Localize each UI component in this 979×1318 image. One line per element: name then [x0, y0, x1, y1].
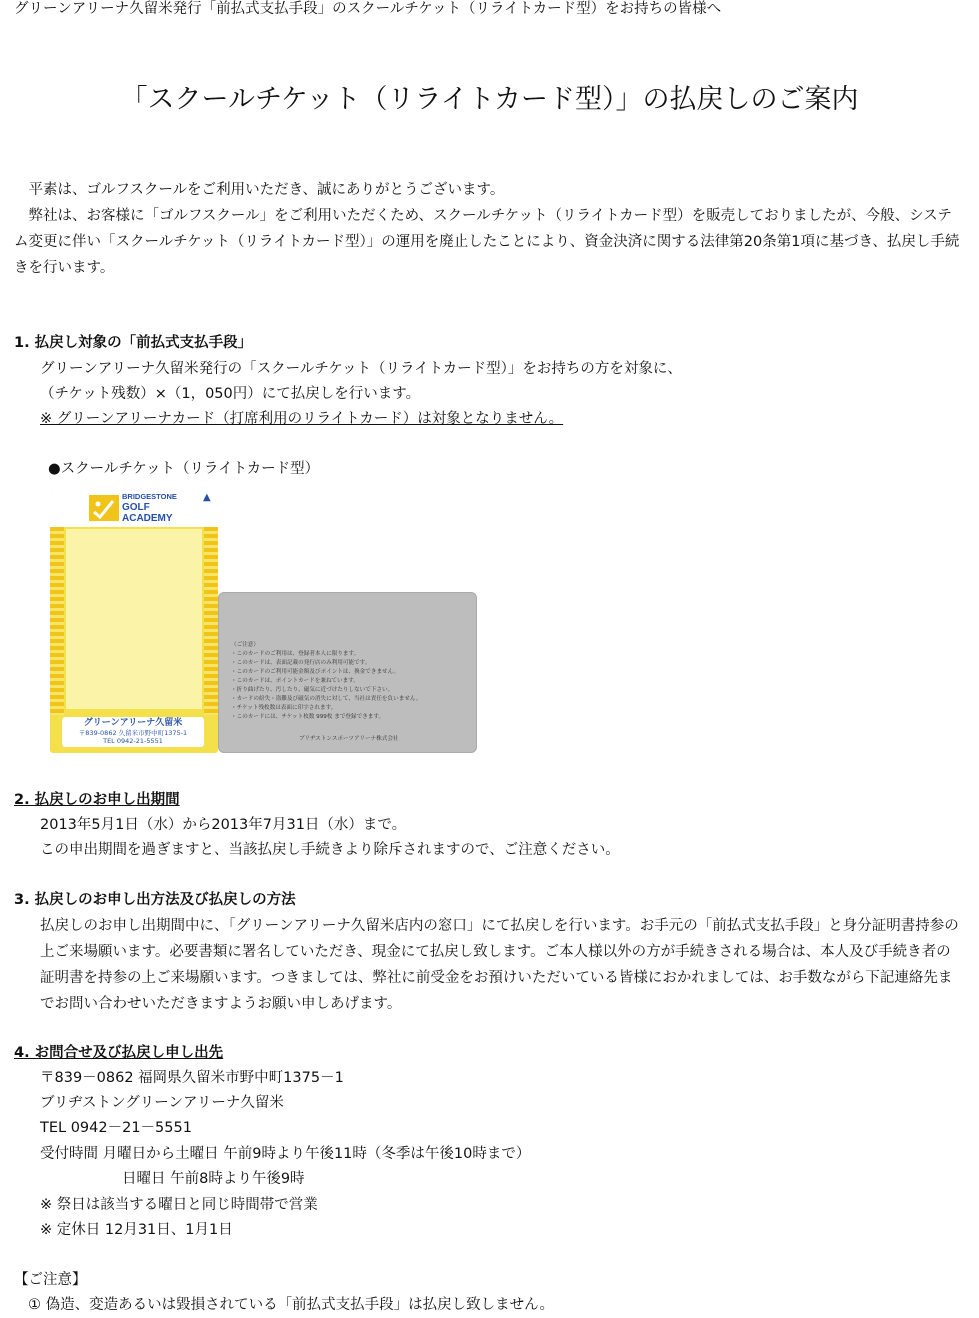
contact-note-holiday: ※ 祭日は該当する曜日と同じ時間帯で営業 [40, 1197, 318, 1213]
brand-logo-text [122, 491, 212, 524]
section2-line-1: 2013年5月1日（水）から2013年7月31日（水）まで。 [40, 817, 407, 833]
section2-heading: 2. 払戻しのお申し出期間 [14, 792, 180, 808]
card-caption: ●スクールチケット（リライトカード型） [48, 461, 320, 477]
intro-line-1: 平素は、ゴルフスクールをご利用いただき、誠にありがとうございます。 [14, 182, 505, 198]
caution-item-1: ① 偽造、変造あるいは毀損されている「前払式支払手段」は払戻し致しません。 [28, 1297, 554, 1313]
contact-address: 〒839－0862 福岡県久留米市野中町1375－1 [40, 1070, 344, 1086]
school-ticket-card-front [50, 489, 218, 753]
contact-name: ブリヂストングリーンアリーナ久留米 [40, 1095, 284, 1111]
card-back-heading: （ご注意） [231, 642, 259, 648]
card-back-note: ・このカードには、チケット枚数 999枚 まで登録できます。 [231, 714, 385, 720]
header-line: グリーンアリーナ久留米発行「前払式支払手段」のスクールチケット（リライトカード型）をお持ちの皆様へ [14, 1, 722, 17]
contact-tel: TEL 0942－21－5551 [40, 1120, 192, 1136]
section3-body: 払戻しのお申し出期間中に、「グリーンアリーナ久留米店内の窓口」にて払戻しを行います。お手元の「前払式支払手段」と身分証明書持参の上ご来場願います。必要書類に署名していただき、現金にて払戻し致します。ご本人様以外の方が手続きされる場合は、本人及び手続き者の証明書を持参の上ご来場願います。つきましては、弊社に前受金をお預けいただいている皆様におかれましては、お手数ながら下記連絡先までお問い合わせいただきますようお願い申しあげます。 [40, 918, 959, 1012]
card-stripe-left [50, 527, 64, 715]
card-back-note: ・カードの紛失・盗難及び磁気の消失に対して、当社は責任を負いません。 [231, 696, 422, 702]
contact-hours-weekday: 受付時間 月曜日から土曜日 午前9時より午後11時（冬季は午後10時まで） [40, 1146, 531, 1162]
card-back-note: ・このカードのご利用可能金額及びポイントは、換金できません。 [231, 669, 400, 675]
card-back-note: ・このカードは、表面記載の発行店のみ利用可能です。 [231, 660, 371, 666]
section1-heading: 1. 払戻し対象の「前払式支払手段」 [14, 335, 253, 351]
insert-direction-arrow-icon: ▲ [203, 492, 211, 503]
brand-line-3: ACADEMY [122, 513, 173, 524]
card-back-note: ・このカードは、ポイントカードを兼ねています。 [231, 678, 359, 684]
contact-hours-sunday: 日曜日 午前8時より午後9時 [122, 1171, 305, 1187]
contact-note-closed: ※ 定休日 12月31日、1月1日 [40, 1222, 233, 1238]
card-store-tel: TEL 0942-21-5551 [103, 737, 163, 745]
card-stripe-right [204, 527, 218, 715]
section2-line-2: この申出期間を過ぎますと、当該払戻し手続きより除斥されますので、ご注意ください。 [40, 842, 620, 858]
caution-heading: 【ご注意】 [14, 1272, 87, 1288]
card-store-info [62, 717, 204, 747]
section3-heading: 3. 払戻しのお申し出方法及び払戻しの方法 [14, 892, 296, 908]
brand-line-1: BRIDGESTONE [122, 492, 177, 501]
golf-academy-logo-icon [89, 495, 119, 521]
card-back-note: ・折り曲げたり、汚したり、磁気に近づけたりしないで下さい。 [231, 687, 394, 693]
section4-heading: 4. お問合せ及び払戻し申し出先 [14, 1045, 224, 1061]
section1-line-1: グリーンアリーナ久留米発行の「スクールチケット（リライトカード型）」をお持ちの方を対象に、 [40, 361, 682, 377]
card-back-note: ・このカードのご利用は、登録者本人に限ります。 [231, 651, 360, 657]
school-ticket-card-back [218, 592, 477, 753]
card-back-notes [231, 641, 471, 722]
section1-note: ※ グリーンアリーナカード（打席利用のリライトカード）は対象となりません。 [40, 411, 564, 427]
card-print-area [66, 529, 202, 709]
card-store-address: 〒839-0862 久留米市野中町1375-1 [78, 729, 188, 737]
card-back-note: ・チケット残枚数は表面に印字されます。 [231, 705, 337, 711]
page-title: 「スクールチケット（リライトカード型）」の払戻しのご案内 [120, 84, 859, 115]
card-back-company: ブリヂストンスポーツアリーナ株式会社 [299, 736, 399, 742]
section1-line-2: （チケット残数）×（1，050円）にて払戻しを行います。 [40, 386, 421, 402]
brand-line-2: GOLF [122, 502, 150, 513]
card-store-name: グリーンアリーナ久留米 [83, 718, 183, 728]
intro-paragraph: 弊社は、お客様に「ゴルフスクール」をご利用いただくため、スクールチケット（リライトカード型）を販売しておりましたが、今般、システム変更に伴い「スクールチケット（リライトカード型）」の運用を廃止したことにより、資金決済に関する法律第20条第1項に基づき、払戻し手続きを行います。 [14, 208, 960, 276]
